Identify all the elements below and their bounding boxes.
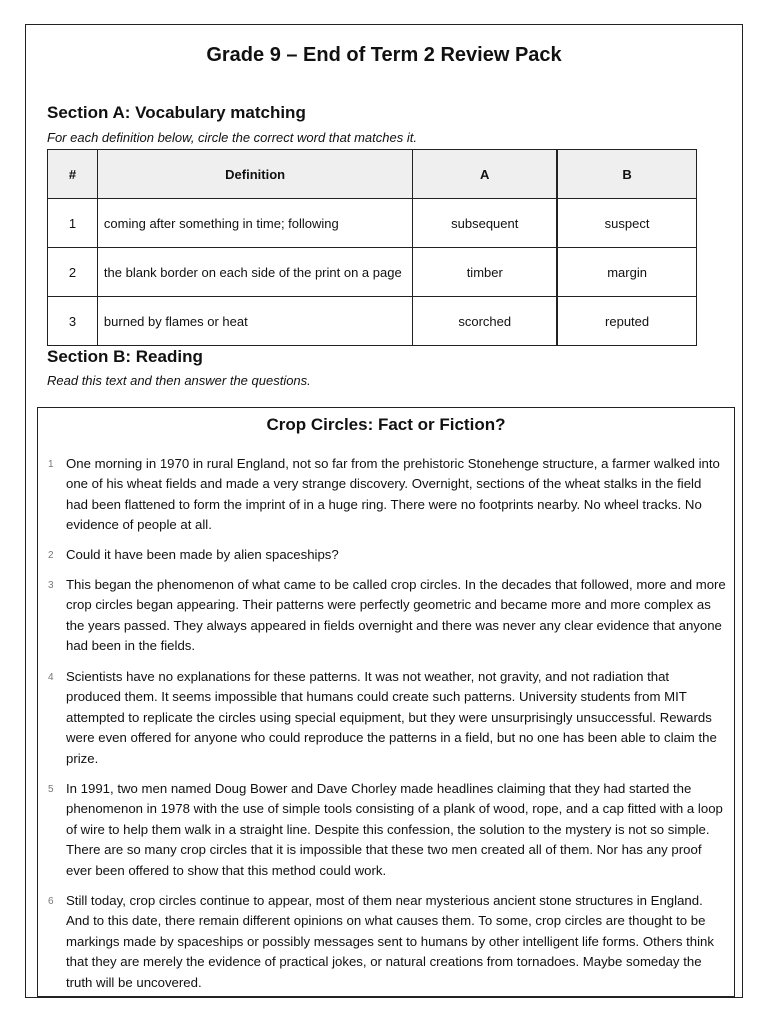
option-b[interactable]: margin: [557, 248, 696, 297]
vocabulary-table: [47, 149, 697, 346]
row-definition: burned by flames or heat: [97, 297, 412, 346]
paragraph: [48, 575, 726, 657]
table-row: [48, 248, 697, 297]
row-definition: coming after something in time; following: [97, 199, 412, 248]
table-row: [48, 297, 697, 346]
paragraph-text: This began the phenomenon of what came to be called crop circles. In the decades that followed, more and more crop circles began appearing. Their patterns were perfectly geometric and became more and more complex as the years passed. They always appeared in fields overnight and there was never any clear evidence that anyone had been in the fields.: [66, 577, 726, 654]
paragraph-number: 4: [48, 672, 54, 683]
paragraph: [48, 545, 726, 565]
option-b[interactable]: reputed: [557, 297, 696, 346]
column-header-a: A: [413, 150, 557, 199]
column-header-number: #: [48, 150, 98, 199]
option-b[interactable]: suspect: [557, 199, 696, 248]
paragraph-number: 5: [48, 784, 54, 795]
section-b-heading: Section B: Reading: [47, 347, 203, 366]
paragraph-number: 3: [48, 580, 54, 591]
paragraph-number: 6: [48, 896, 54, 907]
paragraph-text: Could it have been made by alien spaceships?: [66, 547, 339, 562]
paragraph-text: Scientists have no explanations for these patterns. It was not weather, not gravity, and not radiation that produced them. It seems impossible that humans could create such patterns. University students from MIT attempted to replicate the circles using special equipment, but they were unsurprisingly unsuccessful. Rewards were even offered for anyone who could reproduce the patterns in a field, but no one has been able to claim the prize.: [66, 669, 717, 766]
table-row: [48, 199, 697, 248]
paragraph-number: 1: [48, 459, 54, 470]
paragraph-number: 2: [48, 550, 54, 561]
option-a[interactable]: subsequent: [413, 199, 557, 248]
paragraph: [48, 891, 726, 993]
column-header-definition: Definition: [97, 150, 412, 199]
page-title: Grade 9 – End of Term 2 Review Pack: [206, 44, 562, 66]
option-a[interactable]: timber: [413, 248, 557, 297]
row-number: 1: [48, 199, 98, 248]
row-number: 3: [48, 297, 98, 346]
column-header-b: B: [557, 150, 696, 199]
paragraph-text: One morning in 1970 in rural England, not so far from the prehistoric Stonehenge structure, a farmer walked into one of his wheat fields and made a very strange discovery. Overnight, sections of the wheat stalks in the field had been flattened to form the imprint of in a huge ring. There were no footprints nearby. No wheel tracks. No evidence of people at all.: [66, 456, 720, 533]
paragraph: [48, 454, 726, 536]
paragraph: [48, 667, 726, 769]
paragraph-text: In 1991, two men named Doug Bower and Dave Chorley made headlines claiming that they had started the phenomenon in 1978 with the use of simple tools consisting of a plank of wood, rope, and a cap fitted with a loop of wire to help them walk in a straight line. Despite this confession, the solution to the mystery is not so simple. There are so many crop circles that it is impossible that these two men created all of them. Nor has any proof ever been offered to show that this method could work.: [66, 781, 723, 878]
table-header-row: [48, 150, 697, 199]
section-b-instruction: Read this text and then answer the questions.: [47, 373, 311, 388]
paragraph-text: Still today, crop circles continue to appear, most of them near mysterious ancient stone structures in England. And to this date, there remain different opinions on what causes them. To some, crop circles are thought to be markings made by spaceships or possibly messages sent to humans by other intelligent life forms. Others think that they are merely the evidence of practical jokes, or natural creations from tornadoes. Maybe someday the truth will be uncovered.: [66, 893, 714, 990]
reading-passage-box: [37, 407, 735, 997]
section-a-heading: Section A: Vocabulary matching: [47, 103, 306, 122]
row-number: 2: [48, 248, 98, 297]
section-a-instruction: For each definition below, circle the correct word that matches it.: [47, 130, 417, 145]
option-a[interactable]: scorched: [413, 297, 557, 346]
row-definition: the blank border on each side of the print on a page: [97, 248, 412, 297]
paragraph: [48, 779, 726, 881]
reading-title: Crop Circles: Fact or Fiction?: [266, 415, 506, 434]
